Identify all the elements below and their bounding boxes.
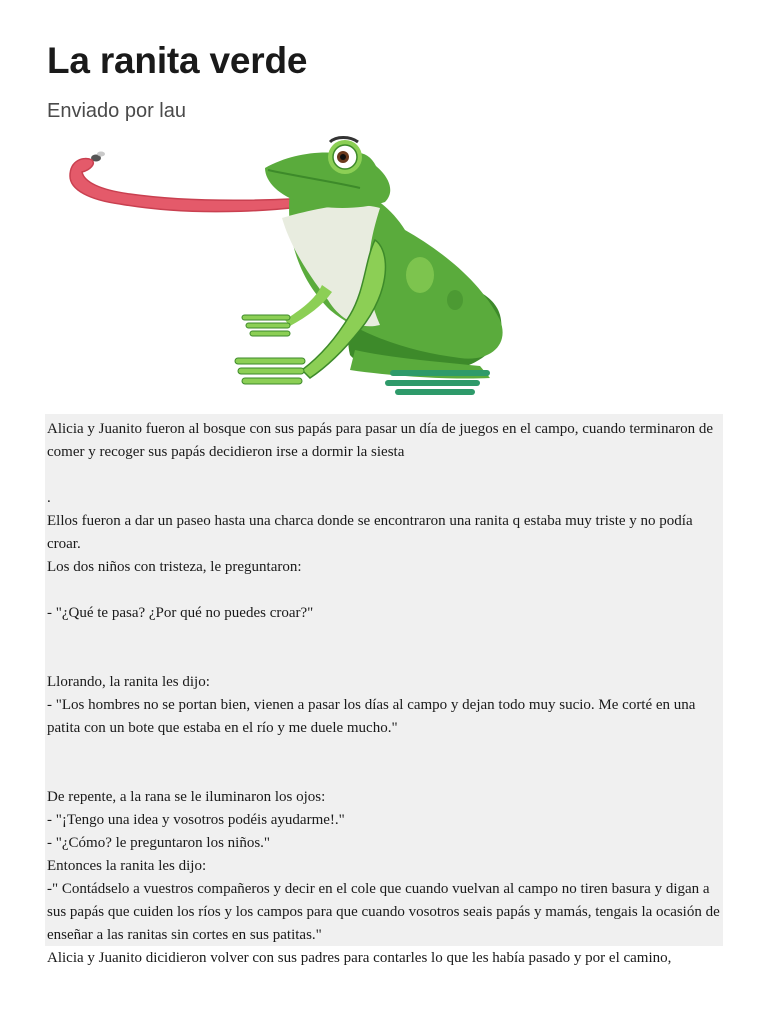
story-line: - "¿Cómo? le preguntaron los niños." [47,835,271,851]
story-line: Los dos niños con tristeza, le preguntaron: [47,559,302,575]
story-line [47,579,723,602]
story-line [47,648,723,671]
story-line: -" Contádselo a vuestros compañeros y decir en el cole que cuando vuelvan al campo no tiren basura y digan a sus papás que cuiden los ríos y los campos para que cuando vosotros seais papás y mamás, tengais la ocasión de enseñar a las ranitas sin cortes en sus patitas." [47,881,720,943]
story-line [47,464,723,487]
story-line [47,740,723,763]
story-line: - "¡Tengo una idea y vosotros podéis ayudarme!." [47,812,345,828]
story-line: Llorando, la ranita les dijo: [47,674,210,690]
fly-icon [91,152,105,162]
story-line: Ellos fueron a dar un paseo hasta una charca donde se encontraron una ranita q estaba muy triste y no podía croar. [47,513,693,552]
story-line: Alicia y Juanito dicidieron volver con sus padres para contarles lo que les había pasado y por el camino, [47,950,672,966]
story-line [47,763,723,786]
frog-arm-back [285,285,332,326]
author-byline: Enviado por lau [47,100,186,122]
story-line: - "¿Qué te pasa? ¿Por qué no puedes croar?" [47,605,314,621]
frog-back-toes [385,370,490,395]
frog-hand-front [235,358,305,384]
frog-illustration [60,130,530,410]
story-line: . [47,490,51,506]
frog-hand-back [242,315,290,336]
story-line: - "Los hombres no se portan bien, vienen a pasar los días al campo y dejan todo muy sucio. Me corté en una patita con un bote que estaba en el río y me duele mucho." [47,697,696,736]
frog-eye [328,138,362,175]
story-line: Entonces la ranita les dijo: [47,858,207,874]
story-line [47,625,723,648]
story-line: Alicia y Juanito fueron al bosque con sus papás para pasar un día de juegos en el campo, cuando terminaron de comer y recoger sus papás decidieron irse a dormir la siesta [47,421,714,460]
page-title: La ranita verde [47,40,308,81]
story-text [45,414,723,966]
story-line: De repente, a la rana se le iluminaron los ojos: [47,789,326,805]
